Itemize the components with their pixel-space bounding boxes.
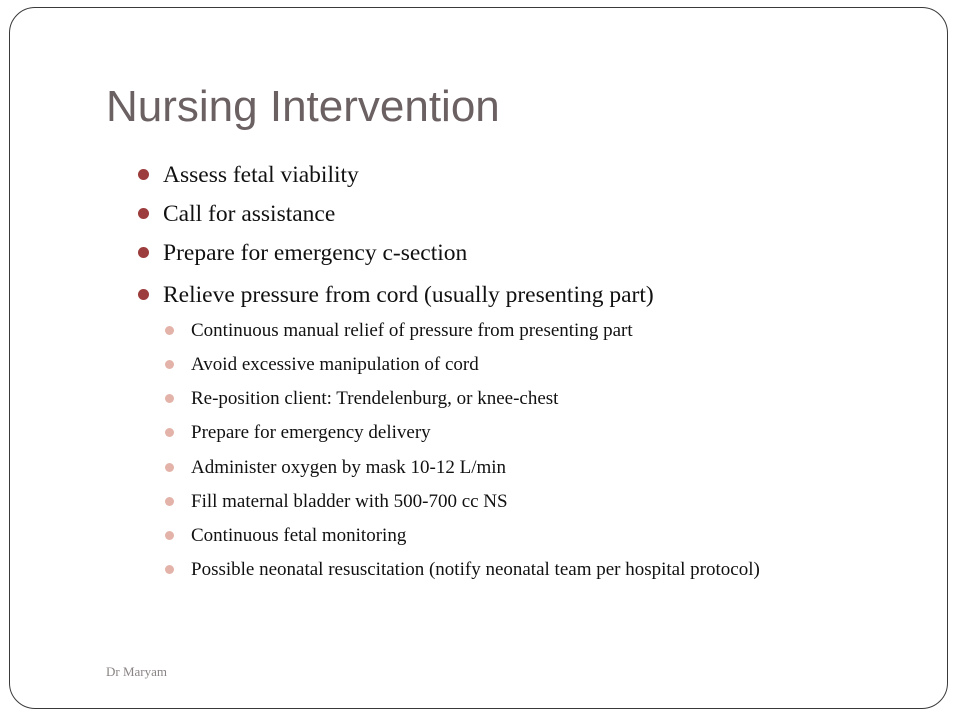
- sub-bullet-item: [191, 558, 831, 582]
- sub-bullet-text: Avoid excessive manipulation of cord: [191, 354, 479, 375]
- sub-bullet-marker-icon: [165, 394, 174, 403]
- bullet-item: [163, 239, 467, 267]
- bullet-item: [163, 200, 335, 228]
- sub-bullet-marker-icon: [165, 565, 174, 574]
- sub-bullet-item: [191, 524, 831, 548]
- sub-bullet-item: [191, 353, 831, 377]
- sub-bullet-item: [191, 490, 831, 514]
- bullet-marker-icon: [138, 208, 149, 219]
- sub-bullet-item: [191, 387, 831, 411]
- sub-bullet-text: Prepare for emergency delivery: [191, 422, 431, 443]
- slide-title: Nursing Intervention: [106, 82, 500, 131]
- sub-bullet-text: Fill maternal bladder with 500-700 cc NS: [191, 491, 508, 512]
- bullet-text: Assess fetal viability: [163, 162, 359, 188]
- sub-bullet-item: [191, 456, 831, 480]
- bullet-text: Prepare for emergency c-section: [163, 240, 468, 266]
- sub-bullet-marker-icon: [165, 497, 174, 506]
- sub-bullet-marker-icon: [165, 360, 174, 369]
- sub-bullet-text: Continuous fetal monitoring: [191, 525, 407, 546]
- bullet-marker-icon: [138, 289, 149, 300]
- sub-bullet-item: [191, 421, 831, 445]
- bullet-marker-icon: [138, 169, 149, 180]
- bullet-item: [163, 281, 654, 309]
- footer-author: Dr Maryam: [106, 664, 168, 679]
- sub-bullet-text: Possible neonatal resuscitation (notify neonatal team per hospital protocol): [191, 559, 760, 580]
- sub-bullet-marker-icon: [165, 428, 174, 437]
- sub-bullet-item: [191, 319, 831, 343]
- bullet-text: Relieve pressure from cord (usually presenting part): [163, 282, 654, 308]
- bullet-marker-icon: [138, 247, 149, 258]
- sub-bullet-text: Administer oxygen by mask 10-12 L/min: [191, 457, 507, 478]
- sub-bullet-text: Continuous manual relief of pressure from presenting part: [191, 320, 633, 341]
- sub-bullet-text: Re-position client: Trendelenburg, or knee-chest: [191, 388, 559, 409]
- sub-bullet-marker-icon: [165, 326, 174, 335]
- sub-bullet-marker-icon: [165, 463, 174, 472]
- bullet-item: [163, 161, 359, 189]
- sub-bullet-marker-icon: [165, 531, 174, 540]
- bullet-text: Call for assistance: [163, 201, 336, 227]
